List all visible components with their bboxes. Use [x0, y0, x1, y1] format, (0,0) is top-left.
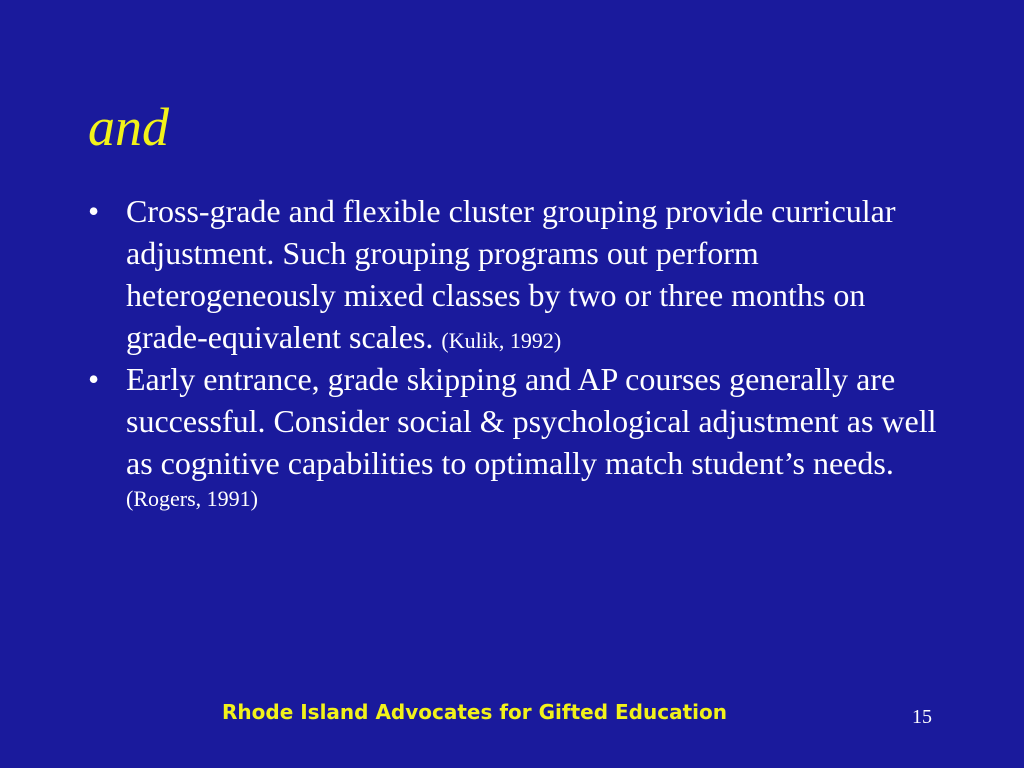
bullet-marker: •	[88, 193, 100, 229]
page-number: 15	[912, 706, 932, 728]
slide-title: and	[88, 97, 169, 157]
bullet-citation: (Rogers, 1991)	[126, 486, 258, 511]
bullet-item	[88, 190, 948, 358]
bullet-marker: •	[88, 361, 100, 397]
footer-organization: Rhode Island Advocates for Gifted Education	[222, 700, 727, 724]
bullet-text: Early entrance, grade skipping and AP courses generally are successful. Consider social & psychological adjustment as well as cognitive capabilities to optimally match student’s needs.	[126, 361, 937, 481]
bullet-citation: (Kulik, 1992)	[441, 328, 562, 353]
bullet-text: Cross-grade and flexible cluster grouping provide curricular adjustment. Such grouping programs out perform heterogeneously mixed classes by two or three months on grade-equivalent scales.	[126, 193, 896, 355]
bullet-list	[88, 190, 948, 514]
bullet-item	[88, 358, 948, 514]
